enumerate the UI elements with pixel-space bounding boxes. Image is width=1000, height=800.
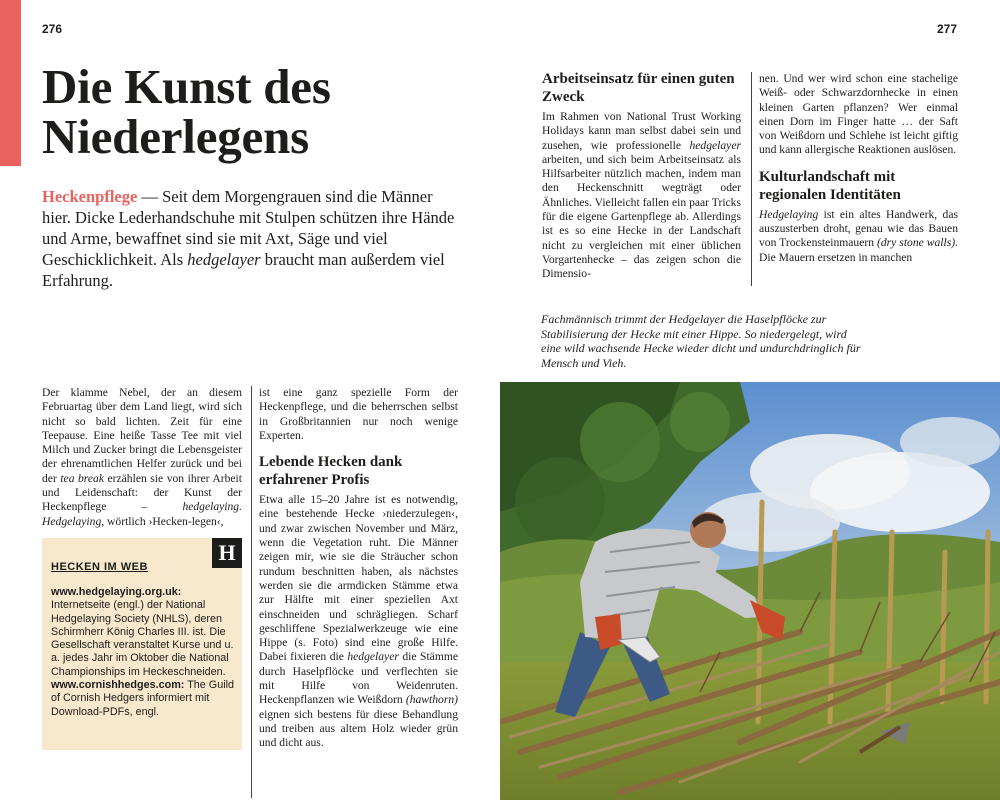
col1-text-c: erzählen sie von ihrer Arbeit und Leidenschaft: der Kunst der Heckenpflege – bbox=[42, 471, 242, 514]
col2-text-a: Etwa alle 15–20 Jahre ist es notwendig, eine bestehende Hecke ›niederzulegen‹, und zwar zwischen November und März, wenn die Vegetation ruht. Die Männer zeigen mir, wie sie die Sträucher schon rundum beschnitten haben, als nächstes werden sie die armdicken Stämme etwa zur Hälfte mit einer speziellen Axt einschneiden und schrägliegen. Scharf geschliffene Spezialwerkzeuge wie eine Hippe (s. Foto) sind eine große Hilfe. Dabei fixieren die bbox=[259, 493, 458, 664]
page-number-right: 277 bbox=[937, 22, 958, 36]
col2-heading: Lebende Hecken dank erfahrener Profis bbox=[259, 454, 403, 489]
column-3 bbox=[542, 62, 741, 282]
col4-text-d: Die Mauern ersetzen in manchen bbox=[759, 250, 913, 264]
lead-text-1: Seit dem Morgengrauen sind die Männer hier. Dicke Lederhandschuhe mit Stulpen schützen ihre Hände und Arme, bewaffnet sind sie mit Axt, Säge und viel Geschicklichkeit. Als bbox=[42, 187, 455, 269]
column-2 bbox=[259, 386, 458, 751]
article-title bbox=[42, 59, 462, 164]
col2-paragraph-1: ist eine ganz spezielle Form der Heckenpflege, und die beherrschen selbst in Großbritannien nur noch wenige Experten. bbox=[259, 386, 458, 442]
col1-term-tea-break: tea break bbox=[60, 471, 104, 485]
column-1-paragraph bbox=[42, 386, 242, 529]
photo-caption: Fachmännisch trimmt der Hedgelayer die Haselpflöcke zur Stabilisierung der Hecke mit einer Hippe. So niedergelegt, wird eine wild wachsende Hecke wieder dicht und undurchdringlich für Mensch und Vieh. bbox=[541, 312, 861, 370]
hedgelaying-photo-illustration bbox=[500, 382, 1000, 800]
col2-term-hedgelayer: hedgelayer bbox=[347, 650, 399, 664]
col3-text-c: arbeiten, und sich beim Arbeitseinsatz als Hilfsarbeiter nützlich machen, indem man den Heckenschnitt wegträgt oder Ähnliches. Vielleicht fallen ein paar Tricks für die eigene Gartenpflege ab. Allerdings ist es so eine Hecke in der Landschaft nicht zu vergleichen mit einer üblichen Vorgartenhecke – das zeigen schon die Dimensio- bbox=[542, 152, 741, 281]
col3-paragraph bbox=[542, 110, 741, 282]
column-1 bbox=[42, 386, 242, 529]
lead-term: hedgelayer bbox=[187, 250, 261, 269]
col4-heading: Kulturlandschaft mit regionalen Identitäten bbox=[759, 168, 901, 203]
lead-dash: — bbox=[137, 187, 163, 206]
col3-term-hedgelayer: hedgelayer bbox=[689, 138, 741, 152]
lead-paragraph bbox=[42, 186, 460, 291]
col4-term-dry-stone-walls: (dry stone walls). bbox=[877, 236, 958, 250]
col2-text-c: die Stämme durch Haselpflöcke und verflechten sie mit Hilfe von Weidenruten. Heckenpflanzen wie Weißdorn bbox=[259, 650, 459, 707]
hedgelaying-photo bbox=[500, 382, 1000, 800]
col4-term-hedgelaying: Hedgelaying bbox=[759, 207, 819, 221]
col2-paragraph-2 bbox=[259, 493, 458, 750]
lead-keyword: Heckenpflege bbox=[42, 187, 138, 206]
accent-bar bbox=[0, 0, 21, 166]
column-divider-2 bbox=[751, 72, 752, 286]
col4-paragraph-1: nen. Und wer wird schon eine stachelige Weiß- oder Schwarzdornhecke in einen kleinen Garten pflanzen? Wer einmal einen Dorn im Finger hatte … der Saft von Weißdorn und Schlehe ist leicht giftig und kann allergische Reaktionen auslösen. bbox=[759, 72, 958, 157]
col3-text-a: Im Rahmen von National Trust Working Holidays kann man selbst dabei sein und zusehen, wie professionelle bbox=[542, 110, 741, 152]
title-line-2: Niederlegens bbox=[42, 109, 310, 164]
column-divider-1 bbox=[251, 386, 252, 798]
col1-term-hedgelaying: hedgelaying. Hedgelaying, bbox=[42, 500, 242, 528]
info-box-text-1: Internetseite (engl.) der National Hedgelaying Society (NHLS), deren Schirmherr König Charles III. ist. Die Gesellschaft veranstaltet Kurse und u. a. jedes Jahr im Oktober die National Championships im Heckeschneiden. bbox=[51, 599, 234, 678]
title-line-1: Die Kunst des bbox=[42, 59, 331, 114]
website-link-hedgelaying[interactable]: www.hedgelaying.org.uk: bbox=[51, 586, 182, 598]
info-box-text-2: The Guild of Cornish Hedgers informiert mit Download-PDFs, engl. bbox=[51, 679, 235, 718]
website-link-cornishhedges[interactable]: www.cornishhedges.com: bbox=[51, 679, 185, 692]
col2-text-e: eignen sich bestens für diese Behandlung und treiben aus altem Holz wieder grün und dicht aus. bbox=[259, 707, 458, 750]
col1-text-a: Der klamme Nebel, der an diesem Februartag über dem Land liegt, wird sich nicht so bald lichten. Zeit für eine Teepause. Eine heiße Tasse Tee mit viel Milch und Zucker bringt die Lebensgeister der ehrenamtlichen Helfer zurück und bei der bbox=[42, 386, 242, 485]
info-box-hecken-im-web bbox=[42, 538, 242, 750]
page-number-left: 276 bbox=[42, 22, 63, 36]
column-4 bbox=[759, 72, 958, 265]
info-box-body bbox=[51, 586, 236, 719]
col1-text-e: wörtlich ›Hecken-legen‹, bbox=[104, 514, 224, 528]
lead-text-2: braucht man außerdem viel Erfahrung. bbox=[42, 250, 445, 290]
col4-text-b: ist ein altes Handwerk, das auszusterben droht, genau wie das Bauen von Trockensteinmauern bbox=[759, 207, 958, 250]
highlight-badge-icon: H bbox=[212, 538, 242, 568]
col2-term-hawthorn: (hawthorn) bbox=[405, 693, 458, 707]
col3-heading: Arbeitseinsatz für einen guten Zweck bbox=[542, 71, 735, 105]
col4-paragraph-2 bbox=[759, 208, 958, 265]
info-box-heading: HECKEN IM WEB bbox=[51, 561, 148, 573]
